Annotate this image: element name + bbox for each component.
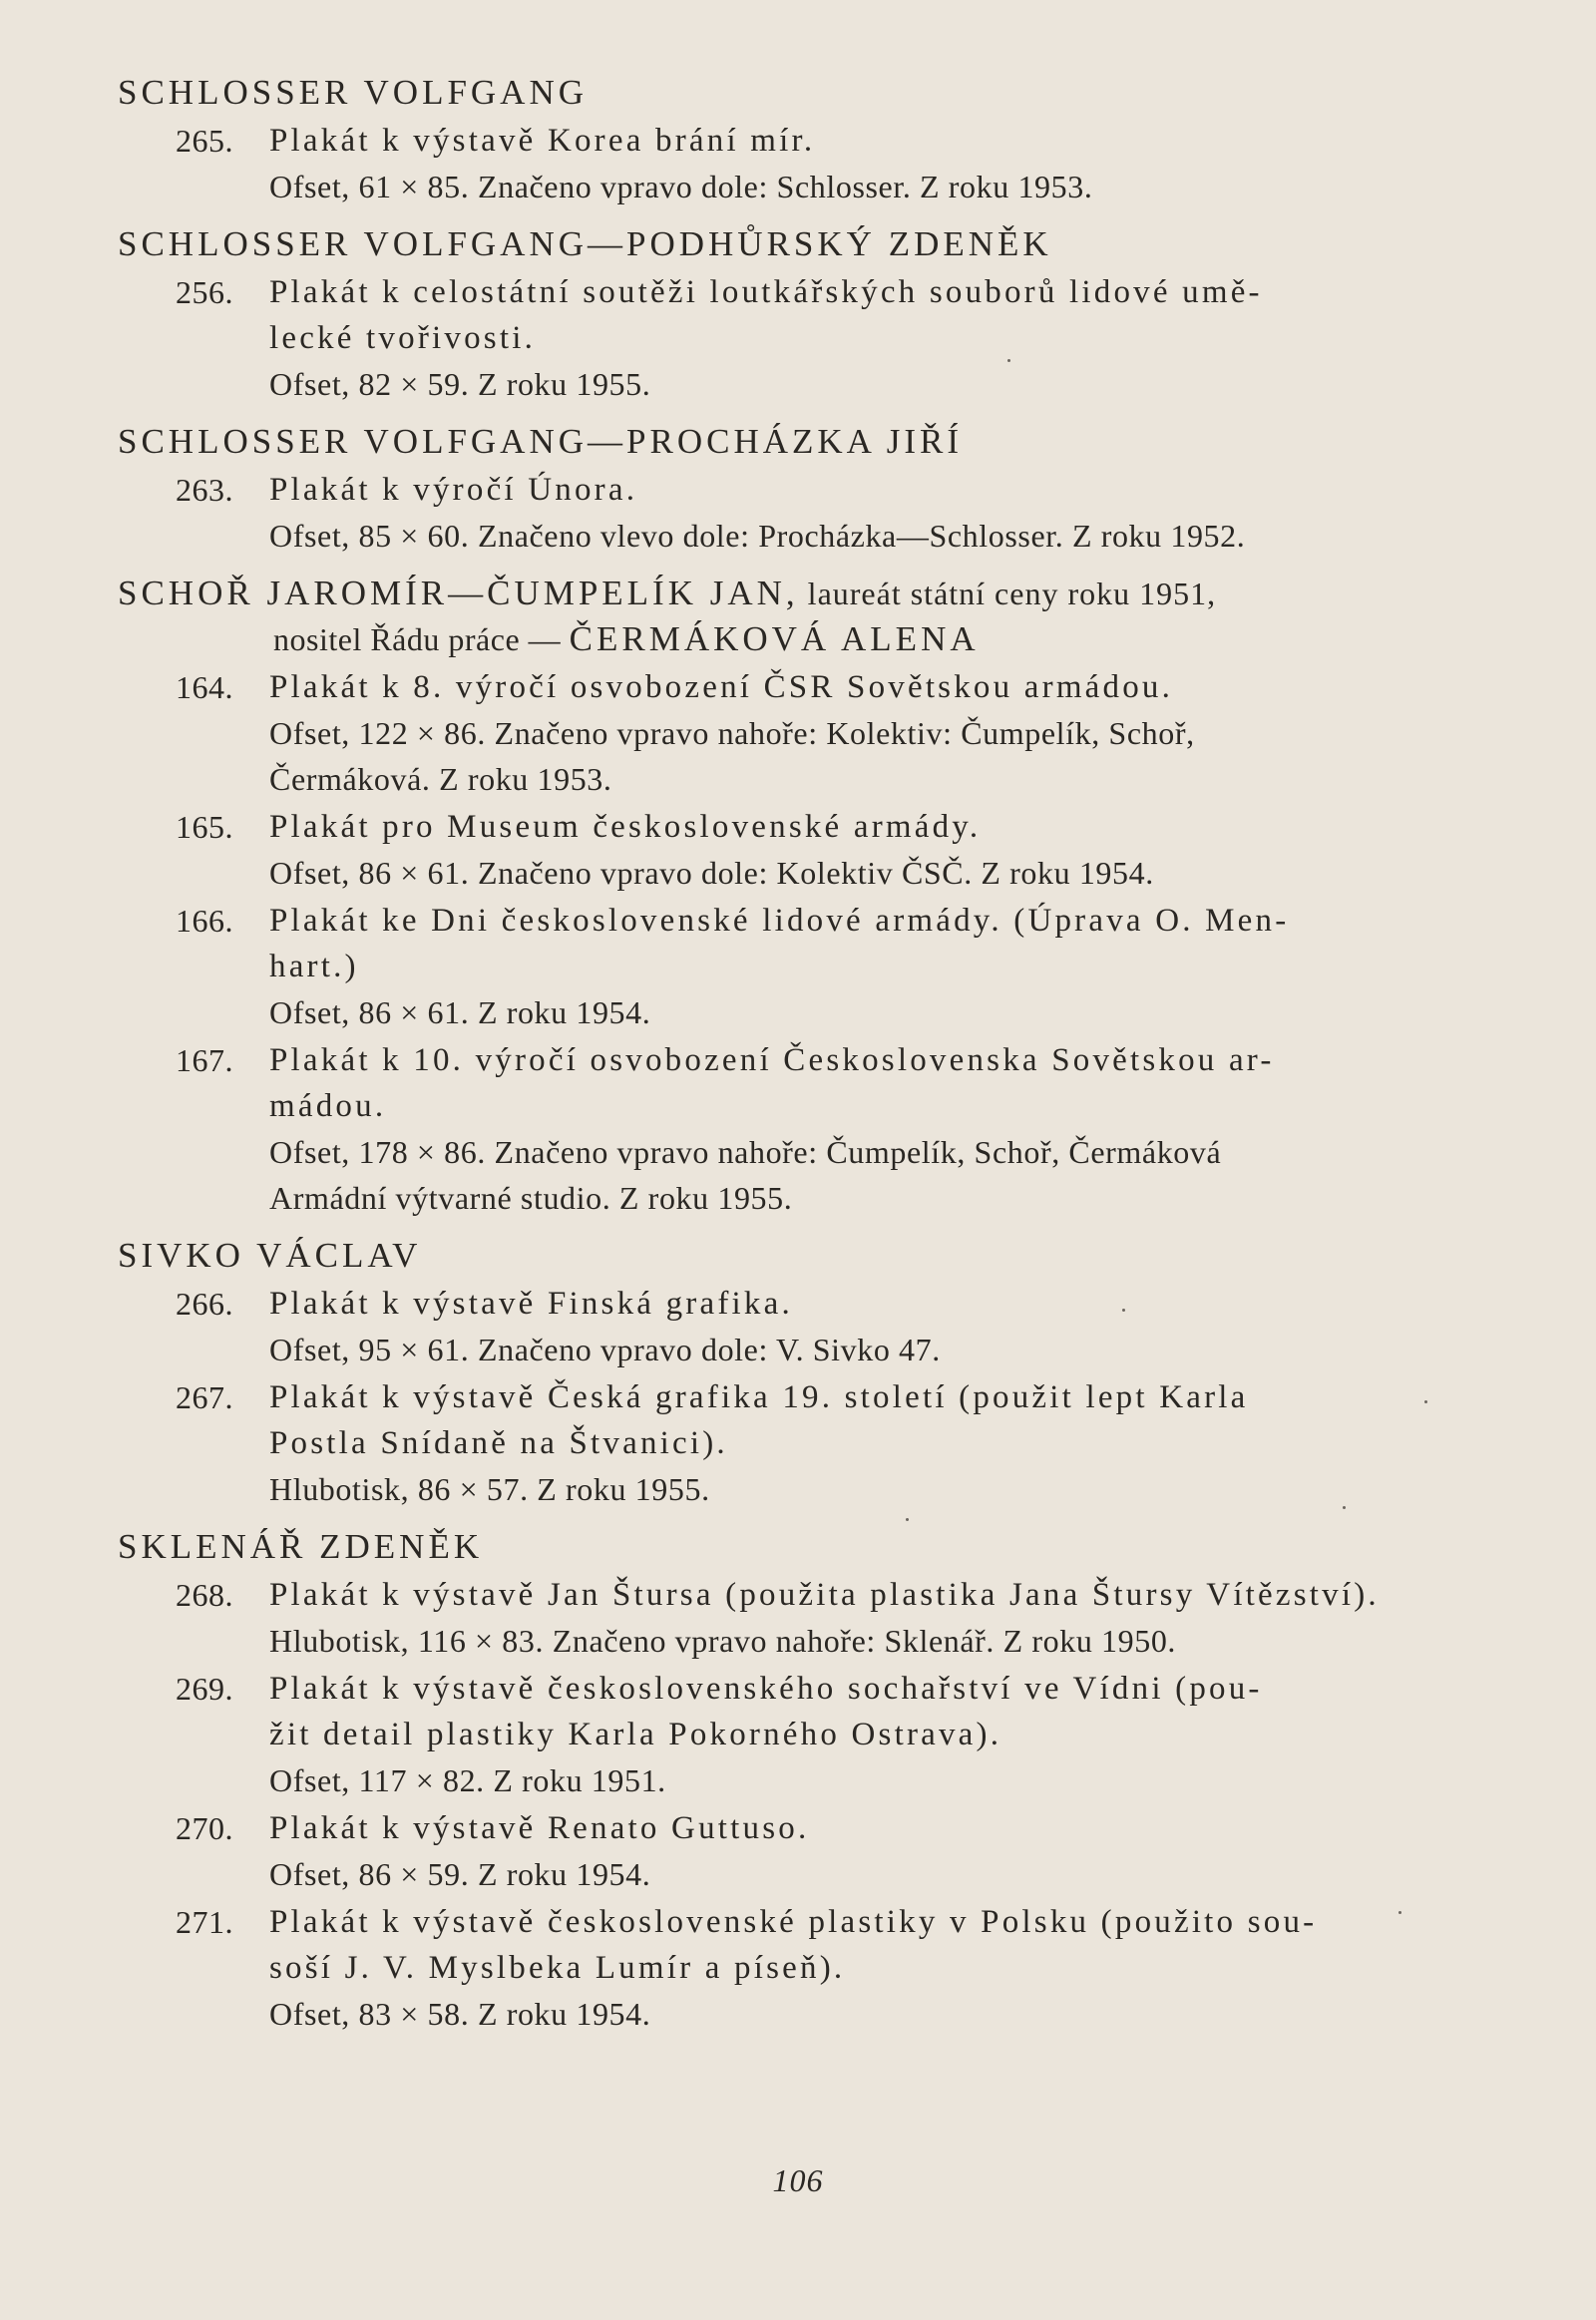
artist-subline [118,616,1534,662]
entry-specification: Ofset, 61 × 85. Značeno vpravo dole: Schlosser. Z roku 1953. [269,169,1093,204]
catalogue-entry [118,1374,1534,1512]
entry-specification: Čermáková. Z roku 1953. [269,761,612,797]
entry-title-continued: žit detail plastiky Karla Pokorného Ostrava). [269,1717,1002,1752]
entry-number: 164. [176,669,233,705]
entry-title: Plakát k 8. výročí osvobození ČSR Sovětskou armádou. [269,669,1174,705]
entry-title-continued: Postla Snídaně na Štvanici). [269,1425,728,1461]
artist-heading [118,70,1534,116]
paper-speck [1424,1400,1427,1403]
catalogue-entry [118,467,1534,559]
entry-number: 256. [176,274,233,310]
artist-heading [118,1233,1534,1279]
entry-title: Plakát k výstavě Jan Štursa (použita plastika Jana Štursy Vítězství). [269,1577,1380,1613]
entry-number: 266. [176,1286,233,1322]
artist-name: SKLENÁŘ ZDENĚK [118,1527,484,1566]
entry-specification: Armádní výtvarné studio. Z roku 1955. [269,1180,793,1216]
paper-speck [1398,1911,1401,1914]
catalogue-entry [118,898,1534,1035]
entry-number: 166. [176,903,233,939]
entry-title: Plakát k výstavě Korea brání mír. [269,123,816,159]
entry-specification: Hlubotisk, 116 × 83. Značeno vpravo nahoře: Sklenář. Z roku 1950. [269,1623,1177,1659]
entry-number: 263. [176,472,233,508]
entry-specification: Ofset, 86 × 61. Značeno vpravo dole: Kolektiv ČSČ. Z roku 1954. [269,855,1154,891]
catalogue-entry [118,1666,1534,1803]
entry-title-continued: hart.) [269,949,359,984]
catalogue-entry [118,1572,1534,1664]
artist-sub-name: ČERMÁKOVÁ ALENA [569,619,980,658]
catalogue-entry [118,664,1534,802]
artist-name: SCHOŘ JAROMÍR—ČUMPELÍK JAN, [118,574,799,612]
entry-title-continued: mádou. [269,1088,387,1124]
artist-heading [118,571,1534,662]
catalogue-entry [118,269,1534,407]
entry-specification: Ofset, 178 × 86. Značeno vpravo nahoře: Čumpelík, Schoř, Čermáková [269,1134,1222,1170]
entry-specification: Ofset, 122 × 86. Značeno vpravo nahoře: Kolektiv: Čumpelík, Schoř, [269,715,1195,751]
catalogue-entry [118,804,1534,896]
entry-specification: Ofset, 85 × 60. Značeno vlevo dole: Procházka—Schlosser. Z roku 1952. [269,518,1246,554]
artist-sub-text: nositel Řádu práce — [273,621,570,657]
catalogue-entry [118,1037,1534,1221]
entry-number: 268. [176,1577,233,1613]
entry-number: 271. [176,1904,233,1940]
entry-specification: Ofset, 82 × 59. Z roku 1955. [269,366,651,402]
artist-heading [118,221,1534,267]
artist-name: SCHLOSSER VOLFGANG [118,73,589,112]
catalogue-entry [118,1899,1534,2037]
paper-speck [1007,359,1010,362]
paper-speck [1122,1309,1125,1312]
artist-note: laureát státní ceny roku 1951, [798,576,1217,611]
paper-speck [906,1518,909,1521]
artist-heading [118,419,1534,465]
entry-specification: Ofset, 83 × 58. Z roku 1954. [269,1996,651,2032]
entry-title: Plakát k 10. výročí osvobození Československa Sovětskou ar- [269,1042,1275,1078]
catalogue-entry [118,118,1534,209]
catalogue-entry [118,1281,1534,1372]
entry-number: 270. [176,1810,233,1846]
entry-number: 267. [176,1379,233,1415]
entry-title: Plakát pro Museum československé armády. [269,809,982,845]
entry-title: Plakát k výstavě Česká grafika 19. století (použit lept Karla [269,1379,1249,1415]
artist-name: SCHLOSSER VOLFGANG—PROCHÁZKA JIŘÍ [118,422,964,461]
entry-title: Plakát k výstavě Finská grafika. [269,1286,793,1322]
entry-title: Plakát k celostátní soutěži loutkářských souborů lidové umě- [269,274,1263,310]
entry-title: Plakát k výstavě Renato Guttuso. [269,1810,810,1846]
entry-title: Plakát k výstavě československého sochařství ve Vídni (pou- [269,1671,1263,1707]
entry-specification: Ofset, 117 × 82. Z roku 1951. [269,1762,666,1798]
entry-title-continued: lecké tvořivosti. [269,320,537,356]
paper-speck [1343,1506,1346,1509]
entry-specification: Hlubotisk, 86 × 57. Z roku 1955. [269,1471,710,1507]
entry-number: 165. [176,809,233,845]
entry-specification: Ofset, 86 × 61. Z roku 1954. [269,994,651,1030]
entry-specification: Ofset, 95 × 61. Značeno vpravo dole: V. Sivko 47. [269,1332,941,1367]
entry-title: Plakát ke Dni československé lidové armády. (Úprava O. Men- [269,903,1290,939]
entry-number: 265. [176,123,233,159]
artist-name: SIVKO VÁCLAV [118,1236,422,1275]
catalogue-entry [118,1805,1534,1897]
entry-title: Plakát k výročí Února. [269,472,638,508]
entry-number: 167. [176,1042,233,1078]
page-number: 106 [772,2162,824,2198]
entry-title: Plakát k výstavě československé plastiky v Polsku (použito sou- [269,1904,1318,1940]
artist-heading [118,1524,1534,1570]
artist-name: SCHLOSSER VOLFGANG—PODHŮRSKÝ ZDENĚK [118,224,1052,263]
entry-title-continued: soší J. V. Myslbeka Lumír a píseň). [269,1950,846,1986]
catalogue-listing [118,58,1534,2037]
entry-specification: Ofset, 86 × 59. Z roku 1954. [269,1856,651,1892]
entry-number: 269. [176,1671,233,1707]
